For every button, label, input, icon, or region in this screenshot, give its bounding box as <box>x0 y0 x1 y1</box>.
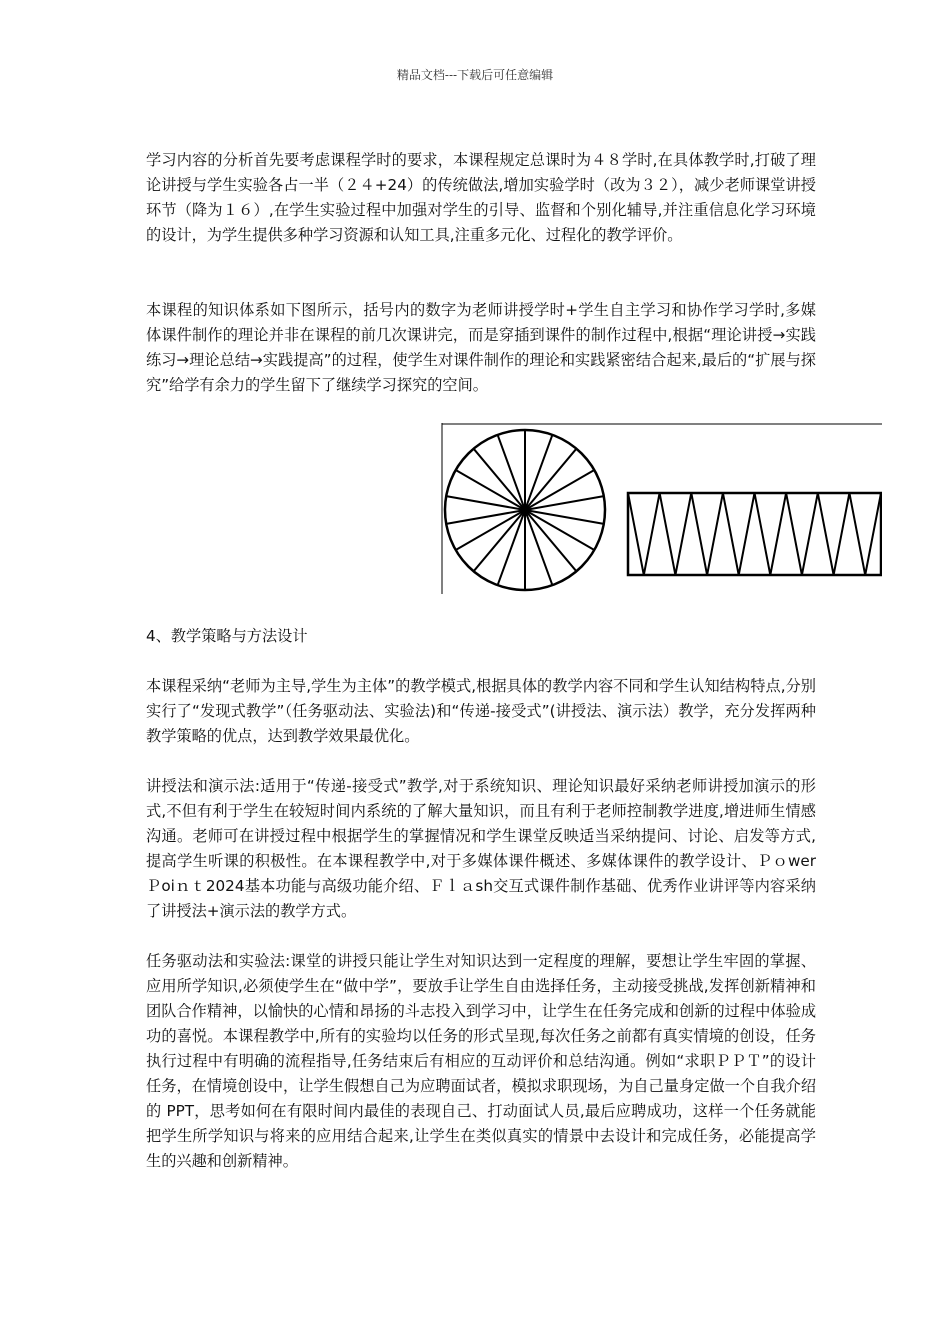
paragraph-lecture-method: 讲授法和演示法:适用于“传递-接受式”教学,对于系统知识、理论知识最好采纳老师讲授加演示的形式,不但有利于学生在较短时间内系统的了解大量知识，而且有利于老师控制教学进度,增进师生情感沟通。老师可在讲授过程中根据学生的掌握情况和学生课堂反映适当采纳提问、讨论、启发等方式,提高学生听课的积极性。在本课程教学中,对于多媒体课件概述、多媒体课件的教学设计、ＰｏwerＰoiｎｔ2024基本功能与高级功能介绍、Ｆｌａsh交互式课件制作基础、优秀作业讲评等内容采纳了讲授法+演示法的教学方式。 <box>146 777 816 920</box>
wheel-spoke <box>525 449 576 510</box>
zigzag-shape <box>628 493 881 575</box>
wheel-spoke <box>498 435 525 510</box>
placeholder-image-icon <box>441 423 882 594</box>
wheel-spoke <box>498 510 525 585</box>
paragraph-course-hours: 学习内容的分析首先要考虑课程学时的要求，本课程规定总课时为４８学时,在具体教学时,打破了理论讲授与学生实验各占一半（２４+24）的传统做法,增加实验学时（改为３２），减少老师课堂讲授环节（降为１６）,在学生实验过程中加强对学生的引导、监督和个别化辅导,并注重信息化学习环境的设计，为学生提供多种学习资源和认知工具,注重多元化、过程化的教学评价。 <box>146 151 816 244</box>
wheel-shape <box>445 430 605 590</box>
paragraph-teaching-model: 本课程采纳“老师为主导,学生为主体”的教学模式,根据具体的教学内容不同和学生认知结构特点,分别实行了“发现式教学”（任务驱动法、实验法)和“传递-接受式”(讲授法、演示法）教学，充分发挥两种教学策略的优点，达到教学效果最优化。 <box>146 677 816 745</box>
wheel-spoke <box>525 510 576 571</box>
paragraph-knowledge-system: 本课程的知识体系如下图所示，括号内的数字为老师讲授学时+学生自主学习和协作学习学时,多媒体课件制作的理论并非在课程的前几次课讲完，而是穿插到课件的制作过程中,根据“理论讲授→实践练习→理论总结→实践提高”的过程，使学生对课件制作的理论和实践紧密结合起来,最后的“扩展与探究”给学有余力的学生留下了继续学习探究的空间。 <box>146 301 816 394</box>
wheel-spoke <box>525 510 552 585</box>
paragraph-task-driven-method: 任务驱动法和实验法:课堂的讲授只能让学生对知识达到一定程度的理解，要想让学生牢固的掌握、应用所学知识,必须使学生在“做中学”，要放手让学生自由选择任务，主动接受挑战,发挥创新精神和团队合作精神，以愉快的心情和昂扬的斗志投入到学习中，让学生在任务完成和创新的过程中体验成功的喜悦。本课程教学中,所有的实验均以任务的形式呈现,每次任务之前都有真实情境的创设，任务执行过程中有明确的流程指导,任务结束后有相应的互动评价和总结沟通。例如“求职ＰＰＴ”的设计任务，在情境创设中，让学生假想自己为应聘面试者，模拟求职现场，为自己量身定做一个自我介绍的 PPT，思考如何在有限时间内最佳的表现自己、打动面试人员,最后应聘成功，这样一个任务就能把学生所学知识与将来的应用结合起来,让学生在类似真实的情景中去设计和完成任务，必能提高学生的兴趣和创新精神。 <box>146 952 816 1170</box>
section-heading-teaching-strategy: 4、教学策略与方法设计 <box>146 627 308 645</box>
page-header: 精品文档---下载后可任意编辑 <box>396 68 554 82</box>
wheel-spoke <box>525 435 552 510</box>
wheel-spoke <box>474 510 525 571</box>
wheel-spoke <box>474 449 525 510</box>
knowledge-system-figure <box>441 423 882 594</box>
